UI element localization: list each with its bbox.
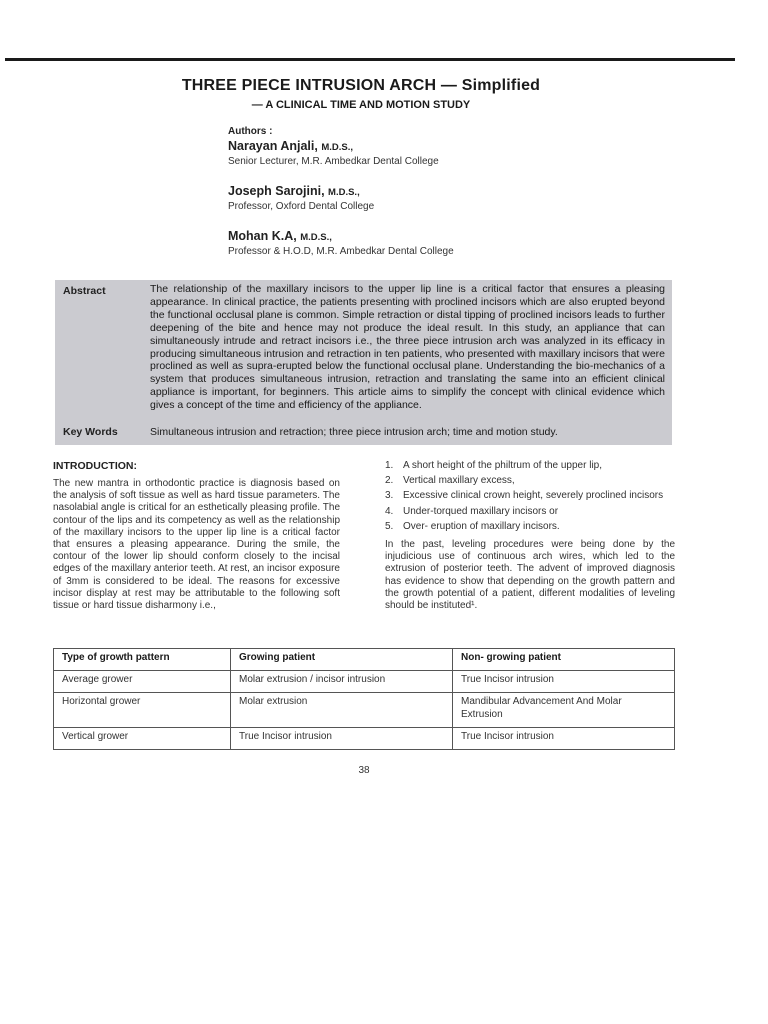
introduction-paragraph: The new mantra in orthodontic practice is diagnosis based on the analysis of soft tissue as well as hard tissue parameters. The nasolabial angle is critical for an esthetically pleasing profile. The contour of the lips and its competency as well as the relationship of the maxillary incisors to the upper lip line is a critical factor that ensures a pleasing appearance. During the smile, the contour of the lower lip should conform closely to the incisal edges of the maxillary anterior teeth. At rest, an incisor exposure of 3mm is considered to be ideal. The reasons for excessive incisor display at rest may be attributable to the following soft tissue or hard tissue disharmony i.e., xyxy=(53,478,340,612)
table-row xyxy=(54,693,675,728)
author-2 xyxy=(228,184,648,213)
author-name-text: Narayan Anjali, xyxy=(228,139,318,153)
list-text: Vertical maxillary excess, xyxy=(403,475,515,487)
introduction-heading: INTRODUCTION: xyxy=(53,460,137,472)
table-cell: True Incisor intrusion xyxy=(453,671,675,693)
right-column xyxy=(385,460,675,612)
author-name xyxy=(228,139,648,155)
table-row xyxy=(54,671,675,693)
author-degree: M.D.S., xyxy=(300,232,332,243)
list-item xyxy=(385,460,675,472)
author-affiliation: Professor & H.O.D, M.R. Ambedkar Dental College xyxy=(228,246,454,257)
author-3 xyxy=(228,229,648,258)
growth-pattern-table xyxy=(53,648,675,750)
table-row xyxy=(54,728,675,750)
abstract-label: Abstract xyxy=(63,285,106,297)
author-name xyxy=(228,184,648,200)
list-number: 1. xyxy=(385,460,394,471)
list-text: A short height of the philtrum of the upper lip, xyxy=(403,460,603,471)
list-text: Under-torqued maxillary incisors or xyxy=(403,505,559,517)
table-cell: True Incisor intrusion xyxy=(231,728,453,750)
list-text: Excessive clinical crown height, severely proclined incisors xyxy=(403,490,664,502)
introduction-paragraph-2: In the past, leveling procedures were being done by the injudicious use of continuous arch wires, which led to the extrusion of posterior teeth. The advent of improved diagnosis has evidence to show that depending on the growth pattern and the growth potential of a patient, different modalities of leveling should be instituted¹. xyxy=(385,539,675,612)
author-name-text: Joseph Sarojini, xyxy=(228,184,325,198)
author-name-text: Mohan K.A, xyxy=(228,229,297,243)
list-item xyxy=(385,475,675,487)
author-degree: M.D.S., xyxy=(328,187,360,198)
table-cell: Mandibular Advancement And Molar Extrusion xyxy=(453,693,675,728)
table-header: Growing patient xyxy=(231,649,453,671)
table-header: Type of growth pattern xyxy=(54,649,231,671)
list-number: 4. xyxy=(385,505,394,517)
author-1 xyxy=(228,139,648,168)
abstract-text: The relationship of the maxillary incisors to the upper lip line is a critical factor that ensures a pleasing appearance. In clinical practice, the patients presenting with proclined incisors which are also erupted beyond the functional occlusal plane is common. Simple retraction or distal tipping of proclined incisors leads to further deepening of the bite and hence may not produce the ideal result. In this study, an appliance that can simultaneously intrude and retract incisors i.e., the three piece intrusion arch was analyzed in its efficacy in producing simultaneous intrusion and retraction in ten patients, who presented with maxillary incisors that were proclined as well as supra-erupted below the functional occlusal plane. Understanding the bio-mechanics of a system that produces simultaneous intrusion, retraction and translating the same into an efficient clinical appliance is important, for beginners. This article aims to simplify the concept with clinical evidence which gives a concept of the time and efficiency of the appliance. xyxy=(150,283,665,412)
list-text: Over- eruption of maxillary incisors. xyxy=(403,520,560,532)
page-number: 38 xyxy=(358,765,370,776)
list-item xyxy=(385,490,675,502)
list-number: 3. xyxy=(385,490,394,502)
table-cell: Average grower xyxy=(54,671,231,693)
author-degree: M.D.S., xyxy=(321,142,354,153)
keywords-text: Simultaneous intrusion and retraction; three piece intrusion arch; time and motion study. xyxy=(150,426,558,438)
abstract-box xyxy=(55,280,672,445)
author-affiliation: Senior Lecturer, M.R. Ambedkar Dental College xyxy=(228,156,439,167)
reasons-list xyxy=(385,460,675,533)
article-title: THREE PIECE INTRUSION ARCH — Simplified xyxy=(181,77,541,94)
table-header: Non- growing patient xyxy=(453,649,675,671)
table-cell: Molar extrusion xyxy=(231,693,453,728)
authors-block xyxy=(228,126,648,274)
top-rule xyxy=(5,58,735,61)
list-item xyxy=(385,506,675,518)
table-cell: Vertical grower xyxy=(54,728,231,750)
list-number: 5. xyxy=(385,520,394,532)
list-number: 2. xyxy=(385,475,394,487)
author-name xyxy=(228,229,648,245)
article-subtitle: — A CLINICAL TIME AND MOTION STUDY xyxy=(251,99,471,111)
table-cell: Horizontal grower xyxy=(54,693,231,728)
table-cell: True Incisor intrusion xyxy=(453,728,675,750)
authors-label: Authors : xyxy=(228,126,273,137)
author-affiliation: Professor, Oxford Dental College xyxy=(228,201,375,212)
table-header-row xyxy=(54,649,675,671)
list-item xyxy=(385,521,675,533)
keywords-label: Key Words xyxy=(63,426,118,438)
table-cell: Molar extrusion / incisor intrusion xyxy=(231,671,453,693)
